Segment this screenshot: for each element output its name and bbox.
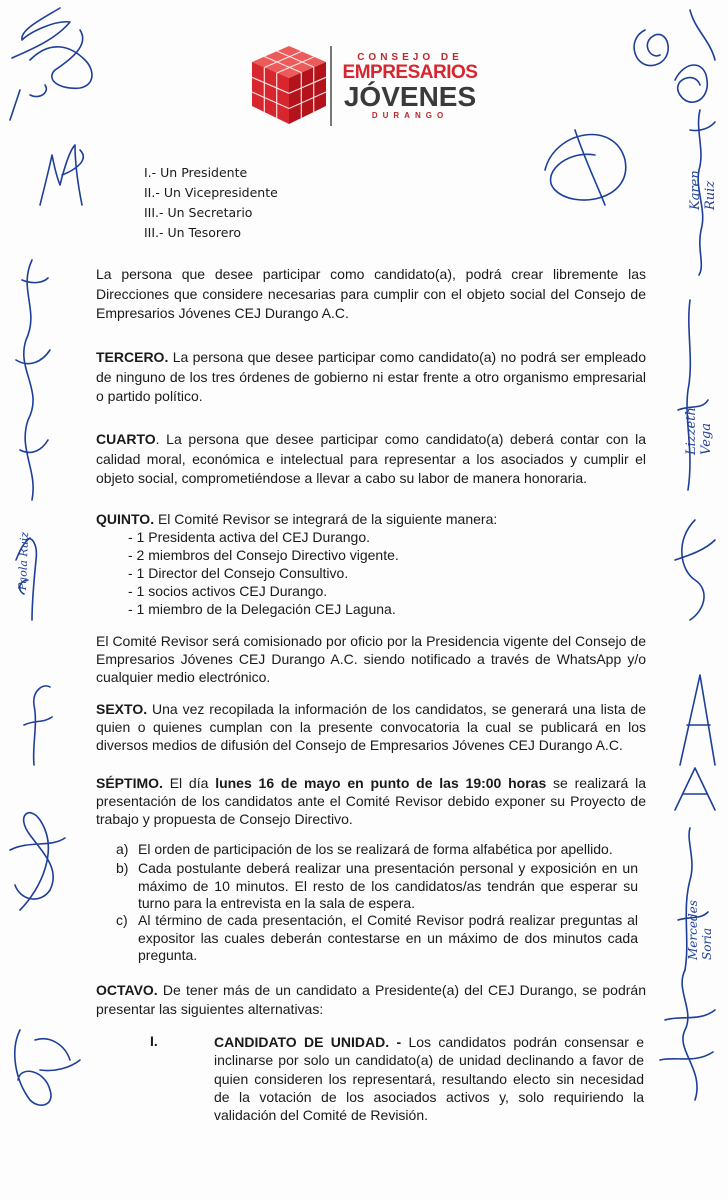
- clause-sexto-label: SEXTO.: [96, 701, 148, 717]
- clause-cuarto: [96, 430, 646, 489]
- paragraph-direcciones: La persona que desee participar como candidato(a), podrá crear libremente las Direcciones que considere necesarias para cumplir con el objeto social del Consejo de Empresarios Jóvenes CEJ Durango A.C.: [96, 266, 646, 321]
- alternativa-unidad: [214, 1033, 644, 1124]
- handwritten-paola-ruiz: Paola Ruiz: [16, 531, 32, 591]
- logo-divider: [330, 46, 332, 126]
- logo-empresarios-text: EMPRESARIOS: [342, 62, 478, 83]
- handwritten-mercedes-soria: Mercedes Soria: [686, 900, 714, 960]
- signature-left-3: [4, 665, 64, 780]
- list-item: - 2 miembros del Consejo Directivo vigente.: [128, 547, 399, 563]
- clause-septimo-text-1: El día: [162, 775, 216, 791]
- signature-left-4: [0, 790, 80, 925]
- clause-cuarto-label: CUARTO: [96, 431, 156, 447]
- clause-octavo: [96, 981, 646, 1018]
- signature-right-4: [665, 760, 725, 825]
- signature-left-2: [4, 250, 64, 525]
- handwritten-karen-ruiz: Karen Ruiz: [688, 170, 718, 210]
- signature-right-5: [645, 960, 725, 1115]
- list-item: - 1 socios activos CEJ Durango.: [128, 583, 328, 599]
- cargo-vicepresidente: II.- Un Vicepresidente: [144, 185, 278, 200]
- list-item: - 1 miembro de la Delegación CEJ Laguna.: [128, 601, 396, 617]
- logo-consejo-text: CONSEJO DE: [357, 52, 463, 63]
- clause-tercero: [96, 348, 646, 407]
- clause-sexto-text: Una vez recopilada la información de los candidatos, se generará una lista de quien o quienes cumplan con la presente convocatoria la cual se publicará en los diversos medios de difusión del Consejo de Empresarios Jóvenes CEJ Durango A.C.: [96, 701, 646, 753]
- cargo-tesorero: III.- Un Tesorero: [144, 225, 241, 240]
- sub-item-text: Al término de cada presentación, el Comité Revisor podrá realizar preguntas al expositor las cuales deberán contestarse en un máximo de dos minutos cada pregunta.: [138, 912, 638, 963]
- handwritten-lizzeth-vega: Lizzeth Vega: [684, 407, 714, 455]
- clause-tercero-text: La persona que desee participar como candidato(a) no podrá ser empleado de ninguno de los tres órdenes de gobierno ni estar frente a otro organismo empresarial o partido político.: [96, 349, 646, 404]
- logo-wordmark: [340, 40, 480, 120]
- clause-tercero-label: TERCERO.: [96, 349, 169, 365]
- clause-septimo-label: SÉPTIMO.: [96, 775, 163, 791]
- clause-septimo: [96, 774, 646, 828]
- clause-octavo-text: De tener más de un candidato a Presidente(a) del CEJ Durango, se podrán presentar las siguientes alternativas:: [96, 982, 646, 1017]
- cej-logo: [248, 40, 488, 130]
- list-item: - 1 Presidenta activa del CEJ Durango.: [128, 529, 371, 545]
- list-item: - 1 Director del Consejo Consultivo.: [128, 565, 349, 581]
- cube-logo-icon: [248, 44, 330, 126]
- alternativa-unidad-label: CANDIDATO DE UNIDAD. -: [214, 1034, 402, 1050]
- sub-item-text: El orden de participación de los se realizará de forma alfabética por apellido.: [138, 841, 613, 857]
- sub-item-letter: b): [116, 860, 129, 876]
- signature-right-1: [535, 110, 645, 225]
- cargo-presidente: I.- Un Presidente: [144, 165, 248, 180]
- clause-octavo-label: OCTAVO.: [96, 982, 158, 998]
- clause-quinto-label: QUINTO.: [96, 511, 155, 527]
- signature-right-2: [655, 510, 725, 635]
- clause-septimo-date: lunes 16 de mayo en punto de las 19:00 horas: [215, 775, 547, 791]
- cargo-secretario: III.- Un Secretario: [144, 205, 253, 220]
- paragraph-comite: El Comité Revisor será comisionado por oficio por la Presidencia vigente del Consejo de Empresarios Jóvenes CEJ Durango A.C. siendo notificado a través de WhatsApp y/o cualquier medio electrónico.: [96, 633, 646, 685]
- clause-quinto-text: El Comité Revisor se integrará de la siguiente manera:: [154, 511, 498, 527]
- clause-septimo-text-2: se realizará la presentación de los candidatos ante el Comité Revisor debido exponer su Proyecto de trabajo y propuesta de Consejo Directivo.: [96, 775, 646, 827]
- sub-item-letter: a): [116, 841, 129, 857]
- signature-lizzeth: [660, 290, 720, 515]
- clause-cuarto-text: . La persona que desee participar como candidato(a) deberá contar con la calidad moral, económica e intelectual para representar a los asociados y cumplir el objeto social, comprometiéndose a llevar a cabo su labor de manera honoraria.: [96, 431, 646, 486]
- signature-top-left: [0, 0, 110, 145]
- clause-sexto: [96, 700, 646, 754]
- alternativa-numeral: I.: [150, 1033, 158, 1049]
- sub-item-text: Cada postulante deberá realizar una presentación personal y exposición en un máximo de 10 minutos. El resto de los candidatos/as tendrán que esperar su turno para la entrevista en la sala de espera.: [138, 860, 638, 911]
- logo-jovenes-text: JÓVENES: [343, 81, 477, 112]
- logo-durango-text: DURANGO: [371, 111, 449, 120]
- signature-left-5: [0, 1010, 90, 1125]
- alternativa-unidad-text: Los candidatos podrán consensar e inclinarse por solo un candidato(a) de unidad declinando a favor de quien consideren los representará, resultando electo sin necesidad de la votación de los asociados activos y, solo requiriendo la validación del Comité de Revisión.: [214, 1034, 645, 1124]
- signature-left-1: [20, 125, 100, 230]
- sub-item-letter: c): [116, 912, 128, 928]
